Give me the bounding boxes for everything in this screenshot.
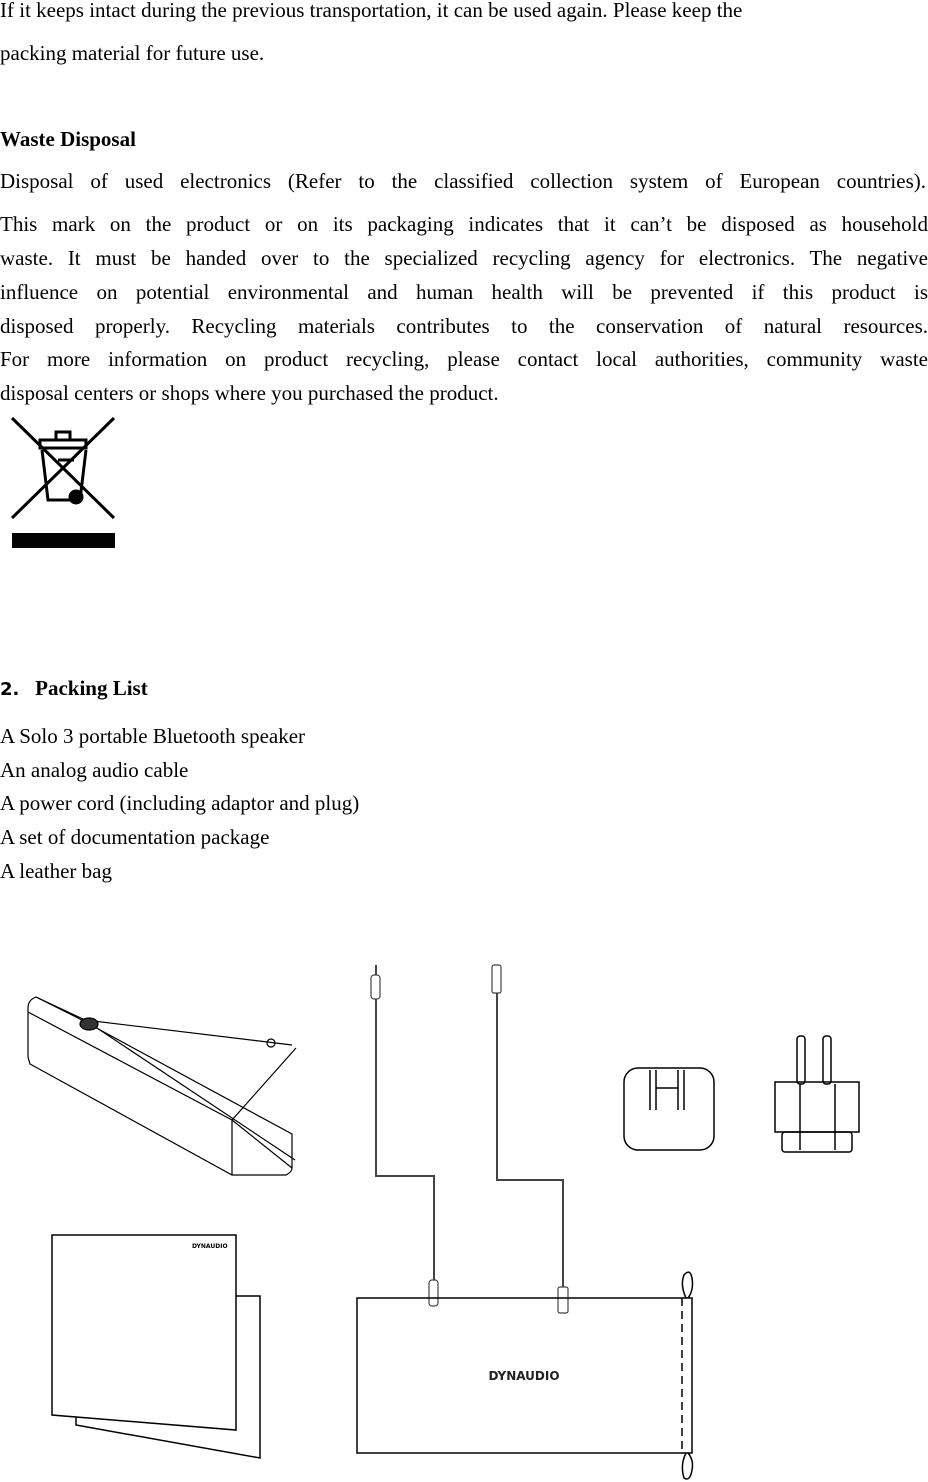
- paragraph-line: influence on potential environmental and human health will be prevented if this product is: [0, 280, 928, 304]
- packing-list-heading: [0, 676, 148, 702]
- power-cable-drawing: [492, 965, 568, 1313]
- list-item: A power cord (including adaptor and plug): [0, 791, 360, 815]
- list-item: A leather bag: [0, 859, 112, 883]
- waste-disposal-heading: Waste Disposal: [0, 127, 136, 151]
- intro-line-2: packing material for future use.: [0, 41, 265, 65]
- paragraph-line: This mark on the product or on its packaging indicates that it can’t be disposed as household: [0, 212, 928, 236]
- section-title: Packing List: [35, 676, 148, 700]
- us-adaptor-drawing: [624, 1068, 714, 1150]
- leather-bag-drawing: [357, 1272, 693, 1479]
- documentation-drawing: [52, 1235, 260, 1458]
- doc-brand-logo: DYNAUDIO: [192, 1243, 228, 1250]
- weee-crossed-bin-icon: [12, 418, 115, 548]
- paragraph-line: disposal centers or shops where you purchased the product.: [0, 381, 499, 405]
- list-item: A set of documentation package: [0, 825, 270, 849]
- bag-brand-logo: DYNAUDIO: [488, 1369, 560, 1383]
- paragraph-line: disposed properly. Recycling materials contributes to the conservation of natural resources.: [0, 314, 928, 338]
- waste-subline: Disposal of used electronics (Refer to the classified collection system of European countries).: [0, 169, 926, 193]
- eu-plug-drawing: [775, 1036, 859, 1152]
- speaker-drawing: [28, 997, 296, 1175]
- intro-line-1: If it keeps intact during the previous transportation, it can be used again. Please keep the: [0, 0, 743, 22]
- analog-cable-drawing: [371, 965, 438, 1306]
- paragraph-line: waste. It must be handed over to the specialized recycling agency for electronics. The negative: [0, 246, 928, 270]
- section-number: 2.: [0, 679, 20, 700]
- list-item: A Solo 3 portable Bluetooth speaker: [0, 724, 306, 748]
- paragraph-line: For more information on product recycling, please contact local authorities, community waste: [0, 347, 928, 371]
- list-item: An analog audio cable: [0, 758, 189, 782]
